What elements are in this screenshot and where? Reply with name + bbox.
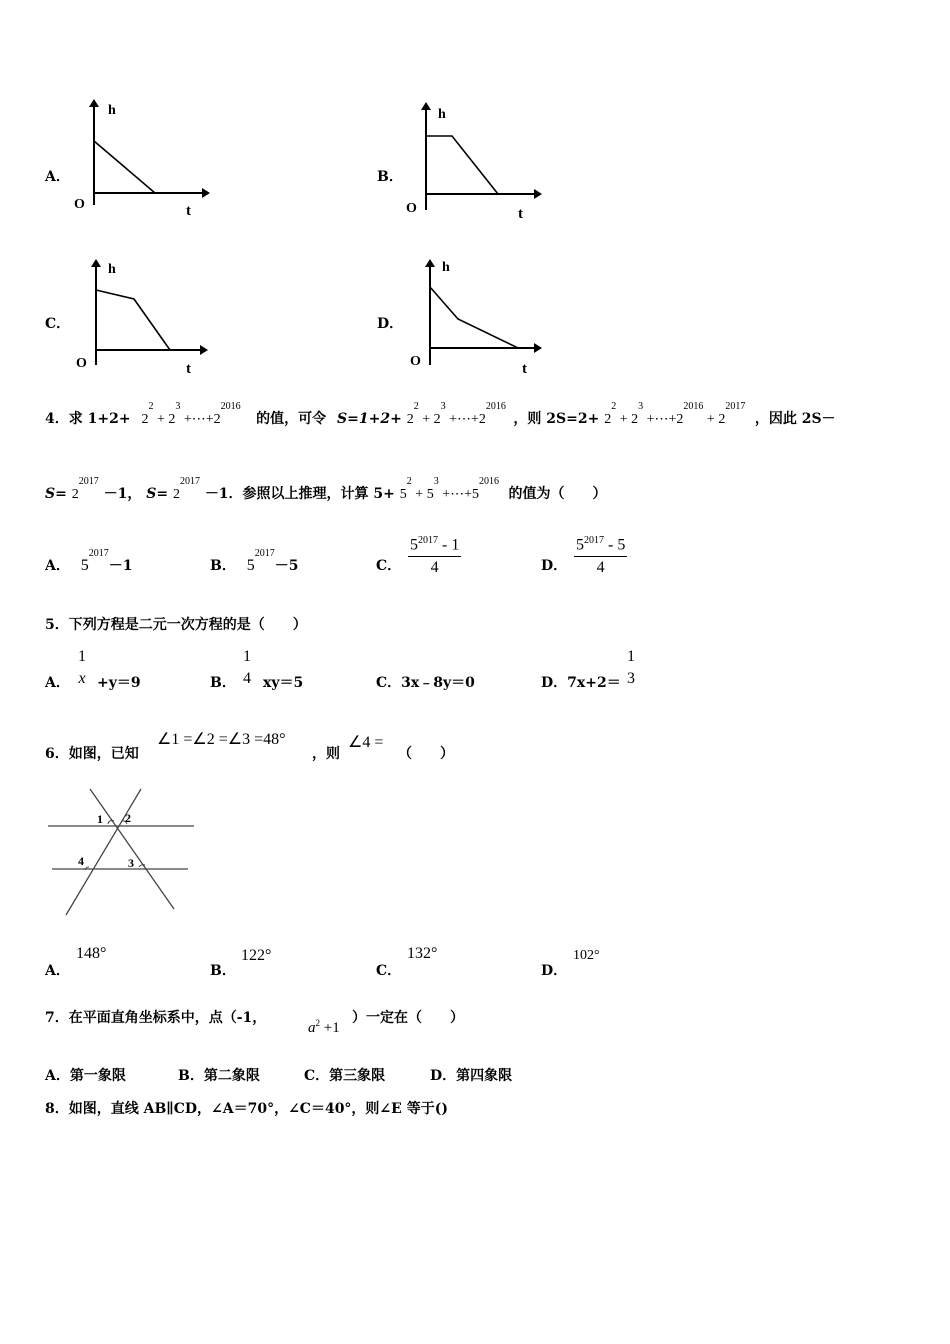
q6-option-b-label: B． [210, 963, 236, 979]
transversal-a [90, 789, 174, 909]
q6-figure [44, 785, 199, 920]
svg-text:t: t [518, 206, 523, 222]
q4-option-d-fraction: $\frac{5^{2017} - 5}{4}$ [574, 530, 627, 579]
graph-b [402, 98, 542, 223]
graph-c [72, 255, 212, 380]
q6-stem-a: 6．如图，已知 [45, 746, 139, 762]
angle-2-label: 2 [125, 811, 131, 825]
option-b-label: B． [377, 169, 403, 185]
q5-option-c: C．3x﹣8y＝0 [376, 675, 475, 691]
q5-option-a-tail: +y＝9 [97, 675, 141, 691]
q5-option-d-fraction: 1 3 [627, 648, 635, 687]
angle-4-label: 4 [78, 854, 84, 868]
axis-x-label: t [186, 203, 191, 219]
q6-option-c-label: C． [376, 963, 402, 979]
q6-option-d-label: D． [541, 963, 568, 979]
q4-line2: $S= 2^{2017} -1$， $S= 2^{2017} -1$．参照以上推理，计算 $5+ 5^2 + 5^3$ $+\cdots+5^{2016}$ 的值为（ ） [45, 476, 607, 502]
option-c-label: C． [45, 316, 71, 332]
q5-stem: 5．下列方程是二元一次方程的是（ ） [45, 617, 307, 633]
q5-option-b-fraction: 1 4 [243, 648, 251, 687]
origin-label: O [74, 197, 85, 212]
q5-option-d: D．7x+2＝ [541, 675, 621, 691]
axis-y-label: h [108, 103, 116, 118]
svg-text:h: h [108, 262, 116, 277]
q6-option-d-value: 102° [573, 948, 600, 963]
q6-stem-b: ，则 [312, 746, 340, 762]
graph-line [96, 290, 170, 350]
q6-option-a-label: A． [45, 963, 70, 979]
svg-text:O: O [76, 356, 87, 371]
svg-text:h: h [442, 260, 450, 275]
q4-option-c-fraction: $\frac{5^{2017} - 1}{4}$ [408, 530, 461, 579]
graph-d [406, 255, 546, 380]
svg-text:O: O [406, 201, 417, 216]
q4-option-d-label: D． [541, 558, 568, 574]
q7-expression: $a^2 +1$ [308, 1018, 340, 1036]
graph-line [426, 136, 498, 194]
q6-option-b-value: 122° [241, 947, 272, 964]
option-a-label: A． [45, 169, 70, 185]
svg-text:h: h [438, 107, 446, 122]
q6-option-c-value: 132° [407, 945, 438, 962]
q7-option-c: C．第三象限 [304, 1068, 386, 1084]
q7-option-b: B．第二象限 [178, 1068, 260, 1084]
q4-option-b: B． $5^{2017}-5$ [210, 548, 299, 574]
graph-line [94, 141, 155, 193]
q4-option-a: A． $5^{2017}-1$ [45, 548, 133, 574]
option-d-label: D． [377, 316, 404, 332]
q5-option-a-fraction: 1 x [78, 648, 86, 687]
angle-3-label: 3 [128, 856, 134, 870]
q5-option-b-label: B． [210, 675, 236, 691]
graph-line [430, 287, 518, 348]
q4-option-c-label: C． [376, 558, 402, 574]
q7-stem-a: 7．在平面直角坐标系中，点（-1， [45, 1010, 267, 1026]
q5-option-b-tail: xy＝5 [263, 675, 304, 691]
q4-line1: 4．求 $1+2+ 2^2 + 2^3$ $+\cdots+2^{2016}$ 的值，可令 $S=1+2+ 2^2 + 2^3$ $+\cdots+2^{2016}$ ，则 $2S=2+ 2^2 + 2^3$ $+\cdots+2^{2016} + 2^{2017}$ ，因此 2S－ [45, 401, 836, 427]
q6-ask: ∠4 = [348, 734, 384, 751]
graph-a [70, 95, 210, 220]
q5-option-a-label: A． [45, 675, 70, 691]
svg-text:O: O [410, 354, 421, 369]
svg-text:t: t [522, 361, 527, 377]
q8-stem: 8．如图，直线 AB∥CD，∠A＝70°，∠C＝40°，则∠E 等于() [45, 1101, 448, 1117]
q6-option-a-value: 148° [76, 945, 107, 962]
angle-1-label: 1 [97, 812, 103, 826]
q7-stem-b: ）一定在（ ） [352, 1010, 464, 1026]
svg-text:t: t [186, 361, 191, 377]
q7-option-a: A．第一象限 [45, 1068, 126, 1084]
q7-option-d: D．第四象限 [430, 1068, 513, 1084]
q6-stem-c: （ ） [398, 746, 454, 762]
q6-condition: ∠1 =∠2 =∠3 =48° [157, 731, 286, 748]
